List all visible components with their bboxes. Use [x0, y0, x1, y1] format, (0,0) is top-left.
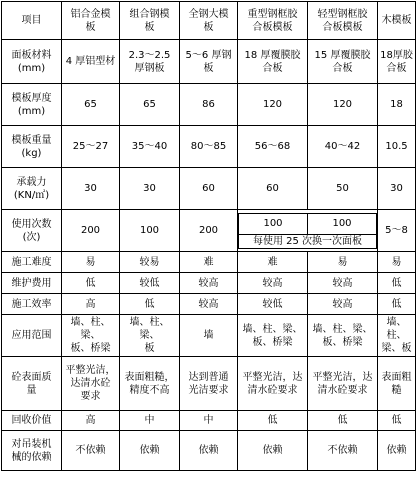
table-cell: 易 [62, 252, 120, 273]
column-header: 组合钢模 板 [120, 2, 180, 40]
table-cell: 5～8 [378, 210, 416, 252]
table-cell: 不依赖 [62, 431, 120, 471]
table-row [2, 431, 416, 471]
table-cell: 18 厚覆膜胶 合板 [238, 40, 308, 84]
table-cell: 平整光洁， 达清水砼 要求 [62, 357, 120, 411]
table-cell: 不依赖 [308, 431, 378, 471]
table-cell: 依赖 [378, 431, 416, 471]
row-label: 施工难度 [2, 252, 62, 273]
column-header: 重型钢框胶 合板模板 [238, 2, 308, 40]
row-label: 应用范围 [2, 315, 62, 357]
column-header: 铝合金模 板 [62, 2, 120, 40]
table-cell: 达到普通 光洁要求 [180, 357, 238, 411]
table-cell: 200 [62, 210, 120, 252]
row-label: 使用次数 (次) [2, 210, 62, 252]
table-cell: 低 [238, 411, 308, 431]
table-cell: 30 [378, 168, 416, 210]
table-cell: 2.3～2.5 厚钢板 [120, 40, 180, 84]
table-cell: 较低 [120, 273, 180, 294]
table-row [2, 315, 416, 357]
table-cell: 80～85 [180, 126, 238, 168]
table-cell: 墙、柱、梁、 板 [120, 315, 180, 357]
table-cell: 表面粗糙， 精度不高 [120, 357, 180, 411]
table-row [2, 40, 416, 84]
table-cell: 25～27 [62, 126, 120, 168]
table-cell: 低 [378, 411, 416, 431]
table-cell: 较高 [180, 294, 238, 315]
table-cell: 30 [62, 168, 120, 210]
table-cell: 依赖 [180, 431, 238, 471]
comparison-table-frame [1, 1, 415, 499]
table-cell: 100 [308, 213, 377, 234]
table-cell: 难 [180, 252, 238, 273]
table-cell: 120 [238, 84, 308, 126]
column-header: 全钢大模 板 [180, 2, 238, 40]
row-label: 施工效率 [2, 294, 62, 315]
table-cell: 低 [378, 294, 416, 315]
table-cell: 较高 [308, 273, 378, 294]
table-cell: 10.5 [378, 126, 416, 168]
table-cell: 100 [239, 213, 308, 234]
table-cell: 高 [62, 411, 120, 431]
table-cell: 56～68 [238, 126, 308, 168]
table-cell: 15 厚覆膜胶 合板 [308, 40, 378, 84]
table-cell: 墙、柱、梁、 板、桥梁 [238, 315, 308, 357]
table-row [2, 273, 416, 294]
table-row [2, 210, 416, 252]
table-cell: 依赖 [120, 431, 180, 471]
table-cell: 墙 [180, 315, 238, 357]
table-cell: 60 [180, 168, 238, 210]
table-row [2, 84, 416, 126]
table-cell: 墙、柱、 梁、板 [378, 315, 416, 357]
table-cell: 较高 [238, 273, 308, 294]
table-cell: 65 [62, 84, 120, 126]
column-header: 项目 [2, 2, 62, 40]
table-cell: 易 [308, 252, 378, 273]
table-cell: 60 [238, 168, 308, 210]
header-row [2, 2, 416, 40]
table-cell: 65 [120, 84, 180, 126]
table-row [2, 411, 416, 431]
row-label: 维护费用 [2, 273, 62, 294]
table-cell: 30 [120, 168, 180, 210]
table-cell: 5～6 厚钢 板 [180, 40, 238, 84]
table-row [2, 294, 416, 315]
usage-split [238, 213, 377, 249]
table-cell: 平整光洁，达 清水砼要求 [238, 357, 308, 411]
table-cell: 50 [308, 168, 378, 210]
table-cell: 中 [120, 411, 180, 431]
table-cell: 低 [378, 273, 416, 294]
column-header: 木模板 [378, 2, 416, 40]
table-cell: 中 [180, 411, 238, 431]
table-cell: 40～42 [308, 126, 378, 168]
table-cell: 高 [62, 294, 120, 315]
row-label: 砼表面质 量 [2, 357, 62, 411]
table-row [2, 126, 416, 168]
table-cell: 表面粗 糙 [378, 357, 416, 411]
row-label: 模板厚度 (mm) [2, 84, 62, 126]
table-cell: 较易 [120, 252, 180, 273]
table-cell: 35～40 [120, 126, 180, 168]
table-cell: 依赖 [238, 431, 308, 471]
formwork-comparison-table [1, 1, 416, 471]
column-header: 轻型钢框胶 合板模板 [308, 2, 378, 40]
table-cell: 墙、柱、梁、 板、桥梁 [62, 315, 120, 357]
usage-split-note [239, 234, 377, 248]
table-cell: 低 [120, 294, 180, 315]
row-label: 对吊装机 械的依赖 [2, 431, 62, 471]
table-cell: 较高 [308, 294, 378, 315]
table-row [2, 168, 416, 210]
table-cell: 较低 [238, 294, 308, 315]
table-cell: 18 [378, 84, 416, 126]
row-label: 回收价值 [2, 411, 62, 431]
panel-replacement-note: 每使用 25 次换一次面板 [239, 234, 377, 248]
table-cell: 低 [62, 273, 120, 294]
row-label: 承载力 (KN/㎡) [2, 168, 62, 210]
table-cell: 4 厚铝型材 [62, 40, 120, 84]
table-cell: 平整光洁，达 清水砼要求 [308, 357, 378, 411]
table-cell: 120 [308, 84, 378, 126]
table-cell: 低 [308, 411, 378, 431]
table-cell: 难 [238, 252, 308, 273]
shared-usage-cell [238, 210, 378, 252]
table-cell: 100 [120, 210, 180, 252]
table-cell: 200 [180, 210, 238, 252]
usage-split-values [239, 213, 377, 234]
table-cell: 86 [180, 84, 238, 126]
table-cell: 18厚胶 合板 [378, 40, 416, 84]
table-cell: 较高 [180, 273, 238, 294]
row-label: 面板材料 (mm) [2, 40, 62, 84]
row-label: 模板重量 (kg) [2, 126, 62, 168]
table-cell: 墙、柱、梁、 板、桥梁 [308, 315, 378, 357]
table-row [2, 357, 416, 411]
table-cell: 易 [378, 252, 416, 273]
table-row [2, 252, 416, 273]
